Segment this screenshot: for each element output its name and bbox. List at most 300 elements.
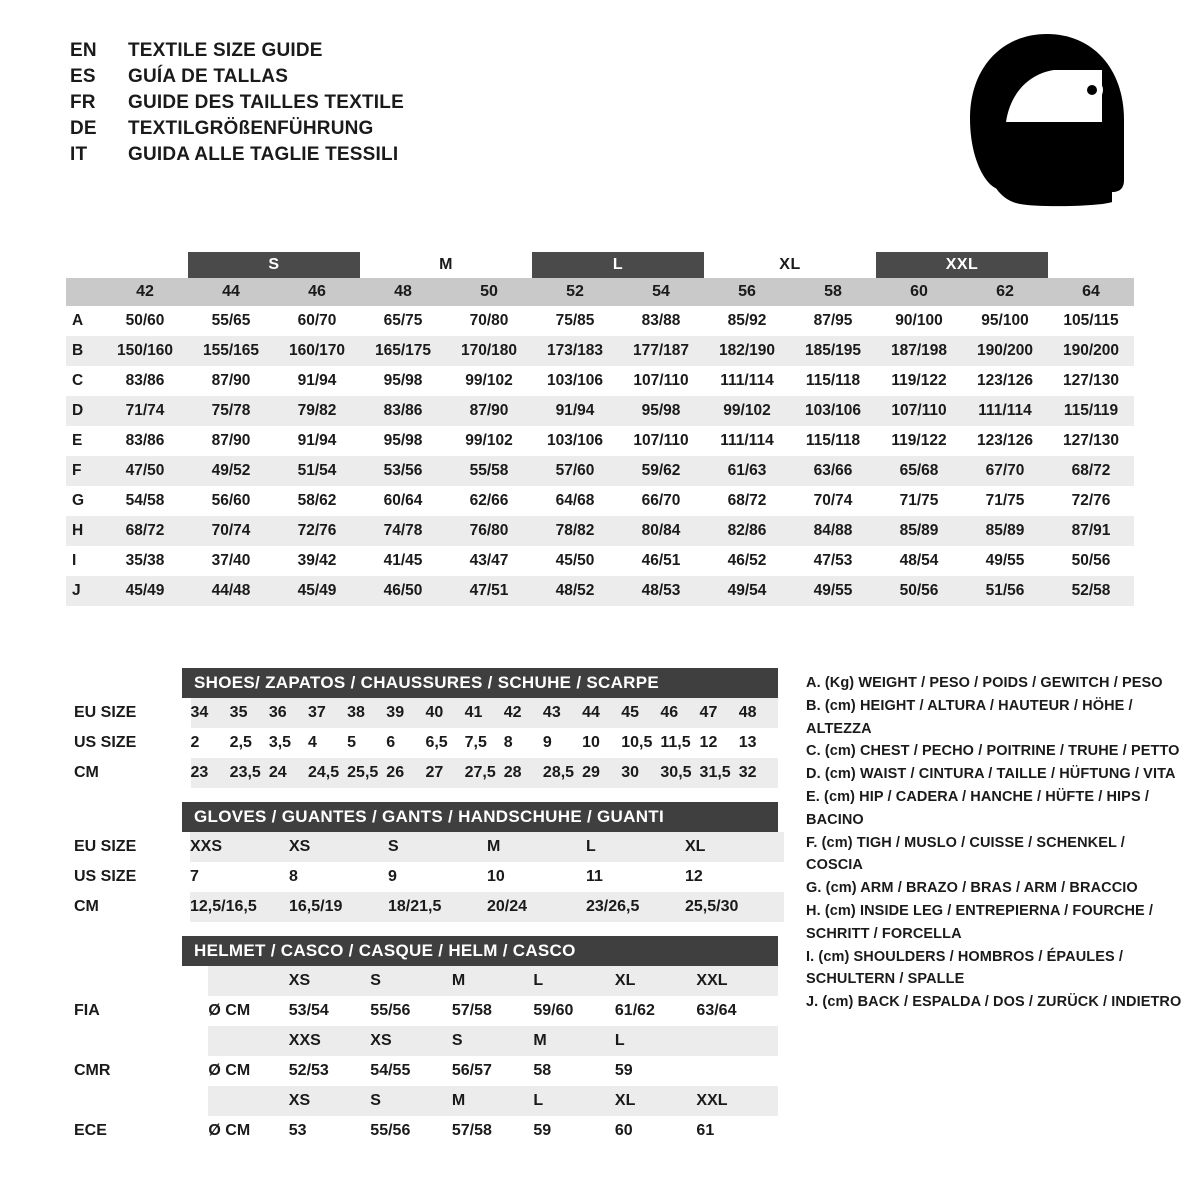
helmet-size-l: L xyxy=(615,1026,697,1056)
table-cell: L xyxy=(586,832,685,862)
table-cell: 13 xyxy=(738,734,757,751)
table-cell: 190/200 xyxy=(1048,336,1134,366)
table-cell: 57/58 xyxy=(451,1122,492,1139)
size-band-s: S xyxy=(188,252,360,278)
table-cell: 64/68 xyxy=(532,486,618,516)
table-cell: 107/110 xyxy=(876,396,962,426)
table-cell: 26 xyxy=(386,758,425,788)
header-title-text: TEXTILGRÖßENFÜHRUNG xyxy=(128,118,374,139)
table-cell: 177/187 xyxy=(618,336,704,366)
table-cell: 61/63 xyxy=(704,456,790,486)
table-cell: 150/160 xyxy=(102,336,188,366)
table-cell: 4 xyxy=(307,734,317,751)
helmet-unit: Ø CM xyxy=(208,1002,251,1019)
header-title-text: TEXTILE SIZE GUIDE xyxy=(128,40,323,61)
table-cell: 40 xyxy=(425,698,464,728)
table-cell: 49/55 xyxy=(790,576,876,606)
eu-size-62: 62 xyxy=(962,278,1048,306)
measurement-key-C: C xyxy=(66,366,102,396)
table-cell: 55/58 xyxy=(446,456,532,486)
table-cell-empty xyxy=(696,1056,778,1086)
size-band-empty xyxy=(102,252,188,278)
unit-cell-empty xyxy=(208,1086,288,1116)
table-cell: 190/200 xyxy=(962,336,1048,366)
eu-size-46: 46 xyxy=(274,278,360,306)
table-cell: 50/56 xyxy=(876,576,962,606)
table-cell: 56/57 xyxy=(451,1062,492,1079)
table-row xyxy=(66,516,1134,546)
helmet-value-row xyxy=(66,996,778,1026)
row-label: US SIZE xyxy=(66,728,191,758)
table-cell: 165/175 xyxy=(360,336,446,366)
table-cell: 63/66 xyxy=(790,456,876,486)
measurement-key-B: B xyxy=(66,336,102,366)
table-cell: 74/78 xyxy=(360,516,446,546)
table-cell: 52/58 xyxy=(1048,576,1134,606)
table-cell: XXS xyxy=(190,832,289,862)
table-cell: 65/75 xyxy=(360,306,446,336)
table-cell: 85/92 xyxy=(704,306,790,336)
table-row xyxy=(66,546,1134,576)
table-cell: 10 xyxy=(487,868,505,885)
header-lang-code: FR xyxy=(70,92,96,113)
table-cell: 71/75 xyxy=(962,486,1048,516)
table-cell: 70/74 xyxy=(188,516,274,546)
table-cell: 72/76 xyxy=(1048,486,1134,516)
eu-size-54: 54 xyxy=(618,278,704,306)
table-cell: 91/94 xyxy=(532,396,618,426)
measurement-key-F: F xyxy=(66,456,102,486)
table-cell: 39/42 xyxy=(274,546,360,576)
table-row xyxy=(66,486,1134,516)
table-cell: 119/122 xyxy=(876,426,962,456)
helmet-unit: Ø CM xyxy=(208,1062,251,1079)
table-cell: 11 xyxy=(586,868,603,885)
unit-cell-empty xyxy=(208,966,288,996)
size-band-m: M xyxy=(439,256,453,273)
table-cell: 27 xyxy=(425,758,464,788)
table-cell: 44 xyxy=(582,698,621,728)
eu-size-52: 52 xyxy=(532,278,618,306)
table-row xyxy=(66,758,778,788)
table-cell: 111/114 xyxy=(962,396,1048,426)
header-title-text: GUIDA ALLE TAGLIE TESSILI xyxy=(128,144,399,165)
table-cell: 187/198 xyxy=(876,336,962,366)
helmet-size-row xyxy=(66,1026,778,1056)
row-key xyxy=(66,278,102,306)
table-cell: 87/90 xyxy=(188,426,274,456)
header-lang-code: DE xyxy=(70,118,97,139)
table-cell: 51/54 xyxy=(274,456,360,486)
table-cell: 61/62 xyxy=(614,1002,655,1019)
measurement-key-I: I xyxy=(66,546,102,576)
table-cell: 160/170 xyxy=(274,336,360,366)
row-label: EU SIZE xyxy=(66,832,190,862)
table-cell: 31,5 xyxy=(700,758,739,788)
header-lang-code: EN xyxy=(70,40,97,61)
table-cell: 42 xyxy=(504,698,543,728)
table-cell: 36 xyxy=(269,698,308,728)
helmet-size-s: S xyxy=(452,1026,534,1056)
table-cell: 56/60 xyxy=(188,486,274,516)
table-cell: 2 xyxy=(190,734,200,751)
table-row xyxy=(66,426,1134,456)
table-cell: 54/55 xyxy=(370,1062,411,1079)
helmet-value-row xyxy=(66,1056,778,1086)
table-cell: 123/126 xyxy=(962,426,1048,456)
table-cell: 99/102 xyxy=(446,366,532,396)
table-cell: 65/68 xyxy=(876,456,962,486)
table-cell: 111/114 xyxy=(704,366,790,396)
table-cell: 79/82 xyxy=(274,396,360,426)
table-cell: 107/110 xyxy=(618,366,704,396)
table-cell: 8 xyxy=(503,734,513,751)
table-cell: 72/76 xyxy=(274,516,360,546)
table-cell: 49/55 xyxy=(962,546,1048,576)
size-band-empty xyxy=(1048,252,1134,278)
table-row xyxy=(66,456,1134,486)
table-cell-empty xyxy=(696,1026,778,1056)
table-cell: 127/130 xyxy=(1048,366,1134,396)
table-cell: 87/90 xyxy=(446,396,532,426)
table-cell: 60/70 xyxy=(274,306,360,336)
table-cell: 107/110 xyxy=(618,426,704,456)
table-cell: 44/48 xyxy=(188,576,274,606)
table-cell: 99/102 xyxy=(446,426,532,456)
eu-size-48: 48 xyxy=(360,278,446,306)
table-cell: 7,5 xyxy=(464,734,487,751)
helmet-size-xxs: XXS xyxy=(289,1026,371,1056)
table-cell: 49/52 xyxy=(188,456,274,486)
header-title-text: GUÍA DE TALLAS xyxy=(128,66,289,87)
table-cell: 123/126 xyxy=(962,366,1048,396)
row-label xyxy=(66,1026,208,1056)
helmet-size-xxl: XXL xyxy=(696,966,778,996)
helmet-size-l: L xyxy=(533,1086,615,1116)
measurement-key-E: E xyxy=(66,426,102,456)
table-cell: 85/89 xyxy=(876,516,962,546)
table-cell: 70/74 xyxy=(790,486,876,516)
table-row xyxy=(66,862,784,892)
table-cell: 91/94 xyxy=(274,366,360,396)
table-cell: 55/56 xyxy=(370,1122,411,1139)
table-cell: 5 xyxy=(347,734,357,751)
table-row xyxy=(66,728,778,758)
table-cell: 95/98 xyxy=(360,426,446,456)
eu-size-42: 42 xyxy=(102,278,188,306)
table-cell: 83/88 xyxy=(618,306,704,336)
table-cell: 59 xyxy=(533,1122,552,1139)
table-cell: 47 xyxy=(700,698,739,728)
table-cell: 53/54 xyxy=(288,1002,329,1019)
eu-size-44: 44 xyxy=(188,278,274,306)
table-cell: 68/72 xyxy=(102,516,188,546)
table-cell: 32 xyxy=(739,758,778,788)
eu-size-56: 56 xyxy=(704,278,790,306)
table-cell: 46/51 xyxy=(618,546,704,576)
table-cell: 30,5 xyxy=(660,758,699,788)
spacer xyxy=(66,788,778,802)
table-cell: 75/78 xyxy=(188,396,274,426)
table-cell: 24 xyxy=(269,758,308,788)
legend-line: C. (cm) CHEST / PECHO / POITRINE / TRUHE / PETTO xyxy=(806,743,1180,760)
table-cell: 20/24 xyxy=(487,892,586,922)
table-cell: 83/86 xyxy=(102,366,188,396)
table-row xyxy=(66,336,1134,366)
table-cell: S xyxy=(388,832,487,862)
row-label: US SIZE xyxy=(66,862,190,892)
helmet-size-s: S xyxy=(370,1086,452,1116)
table-cell: 170/180 xyxy=(446,336,532,366)
table-cell: 23,5 xyxy=(230,758,269,788)
table-cell: 90/100 xyxy=(876,306,962,336)
legend-line: B. (cm) HEIGHT / ALTURA / HAUTEUR / HÖHE / ALTEZZA xyxy=(806,697,1133,737)
table-row xyxy=(66,306,1134,336)
helmet-size-xl: XL xyxy=(615,1086,697,1116)
helmet-title: HELMET / CASCO / CASQUE / HELM / CASCO xyxy=(182,936,778,966)
table-cell: 62/66 xyxy=(446,486,532,516)
measurement-key-D: D xyxy=(66,396,102,426)
legend-line: I. (cm) SHOULDERS / HOMBROS / ÉPAULES / xyxy=(806,948,1124,965)
table-cell: 115/118 xyxy=(790,366,876,396)
table-cell: 34 xyxy=(191,698,230,728)
table-cell: 50/56 xyxy=(1048,546,1134,576)
row-label: EU SIZE xyxy=(66,698,191,728)
helmet-size-xs: XS xyxy=(370,1026,452,1056)
table-cell: 12 xyxy=(685,868,703,885)
textile-size-table xyxy=(66,252,1134,606)
spacer xyxy=(66,922,778,936)
table-cell: 10 xyxy=(582,734,600,751)
table-row xyxy=(66,576,1134,606)
helmet-size-xl: XL xyxy=(615,966,697,996)
measurement-key-H: H xyxy=(66,516,102,546)
gloves-table xyxy=(66,832,784,922)
table-cell: 6,5 xyxy=(425,734,448,751)
table-cell: 48/53 xyxy=(618,576,704,606)
gloves-title: GLOVES / GUANTES / GANTS / HANDSCHUHE / GUANTI xyxy=(182,802,778,832)
table-cell: 115/119 xyxy=(1048,396,1134,426)
table-cell: M xyxy=(487,832,586,862)
table-cell: 45 xyxy=(621,698,660,728)
table-cell: 95/100 xyxy=(962,306,1048,336)
table-cell: 49/54 xyxy=(704,576,790,606)
table-cell: 57/58 xyxy=(451,1002,492,1019)
table-cell: 45/49 xyxy=(102,576,188,606)
legend-line: D. (cm) WAIST / CINTURA / TAILLE / HÜFTUNG / VITA xyxy=(806,766,1176,783)
table-cell: 127/130 xyxy=(1048,426,1134,456)
table-cell: 12,5/16,5 xyxy=(190,892,289,922)
table-cell: XL xyxy=(685,832,784,862)
table-cell: XS xyxy=(289,832,388,862)
helmet-size-s: S xyxy=(370,966,452,996)
table-cell: 53 xyxy=(288,1122,307,1139)
table-cell: 83/86 xyxy=(360,396,446,426)
table-cell: 45/50 xyxy=(532,546,618,576)
table-cell: 185/195 xyxy=(790,336,876,366)
table-cell: 68/72 xyxy=(704,486,790,516)
eu-size-50: 50 xyxy=(446,278,532,306)
table-cell: 2,5 xyxy=(229,734,252,751)
legend-line: SCHULTERN / SPALLE xyxy=(806,971,965,988)
table-cell: 87/90 xyxy=(188,366,274,396)
table-cell: 103/106 xyxy=(532,366,618,396)
table-cell: 103/106 xyxy=(532,426,618,456)
table-cell: 57/60 xyxy=(532,456,618,486)
shoes-table xyxy=(66,698,778,788)
helmet-value-row xyxy=(66,1116,778,1146)
row-label: CM xyxy=(66,758,191,788)
table-cell: 75/85 xyxy=(532,306,618,336)
table-cell: 47/50 xyxy=(102,456,188,486)
table-cell: 71/74 xyxy=(102,396,188,426)
table-cell: 119/122 xyxy=(876,366,962,396)
table-cell: 29 xyxy=(582,758,621,788)
header-lang-code: ES xyxy=(70,66,96,87)
table-cell: 38 xyxy=(347,698,386,728)
table-cell: 155/165 xyxy=(188,336,274,366)
table-cell: 63/64 xyxy=(696,1002,737,1019)
eu-size-58: 58 xyxy=(790,278,876,306)
table-cell: 51/56 xyxy=(962,576,1048,606)
table-cell: 95/98 xyxy=(618,396,704,426)
table-row xyxy=(66,396,1134,426)
helmet-table xyxy=(66,966,778,1146)
table-cell: 76/80 xyxy=(446,516,532,546)
header-lang-code: IT xyxy=(70,144,88,165)
table-cell: 83/86 xyxy=(102,426,188,456)
table-cell: 52/53 xyxy=(288,1062,329,1079)
table-cell: 87/91 xyxy=(1048,516,1134,546)
table-cell: 54/58 xyxy=(102,486,188,516)
row-label: CM xyxy=(66,892,190,922)
table-cell: 45/49 xyxy=(274,576,360,606)
shoes-title: SHOES/ ZAPATOS / CHAUSSURES / SCHUHE / SCARPE xyxy=(182,668,778,698)
row-label xyxy=(66,1086,208,1116)
table-cell: 12 xyxy=(699,734,718,751)
header-line xyxy=(70,38,830,64)
table-cell: 41/45 xyxy=(360,546,446,576)
helmet-standard-fia: FIA xyxy=(66,996,208,1026)
row-label xyxy=(66,966,208,996)
unit-cell-empty xyxy=(208,1026,288,1056)
table-cell: 27,5 xyxy=(465,758,504,788)
eu-size-60: 60 xyxy=(876,278,962,306)
table-row xyxy=(66,366,1134,396)
legend-line: G. (cm) ARM / BRAZO / BRAS / ARM / BRACCIO xyxy=(806,880,1138,897)
table-cell: 85/89 xyxy=(962,516,1048,546)
size-band-row xyxy=(66,252,1134,278)
helmet-standard-cmr: CMR xyxy=(66,1056,208,1086)
table-cell: 66/70 xyxy=(618,486,704,516)
table-cell: 23/26,5 xyxy=(586,892,685,922)
table-cell: 50/60 xyxy=(102,306,188,336)
table-cell: 58 xyxy=(533,1062,552,1079)
table-cell: 28 xyxy=(504,758,543,788)
row-key xyxy=(66,252,102,278)
table-cell: 111/114 xyxy=(704,426,790,456)
size-band-xl: XL xyxy=(779,256,801,273)
table-cell: 87/95 xyxy=(790,306,876,336)
table-cell: 60/64 xyxy=(360,486,446,516)
measurement-key-G: G xyxy=(66,486,102,516)
table-cell: 67/70 xyxy=(962,456,1048,486)
table-cell: 39 xyxy=(386,698,425,728)
header-line xyxy=(70,116,830,142)
table-cell: 70/80 xyxy=(446,306,532,336)
table-row xyxy=(66,892,784,922)
helmet-unit: Ø CM xyxy=(208,1122,251,1139)
legend-line: H. (cm) INSIDE LEG / ENTREPIERNA / FOURCHE / xyxy=(806,902,1154,919)
table-cell: 78/82 xyxy=(532,516,618,546)
table-cell: 115/118 xyxy=(790,426,876,456)
table-cell: 30 xyxy=(621,758,660,788)
table-cell: 59/62 xyxy=(618,456,704,486)
table-cell: 68/72 xyxy=(1048,456,1134,486)
table-cell: 23 xyxy=(191,758,230,788)
table-cell: 10,5 xyxy=(621,734,653,751)
table-cell: 6 xyxy=(386,734,396,751)
eu-size-64: 64 xyxy=(1048,278,1134,306)
table-cell: 55/56 xyxy=(370,1002,411,1019)
table-cell: 47/53 xyxy=(790,546,876,576)
table-cell: 48/54 xyxy=(876,546,962,576)
legend-line: A. (Kg) WEIGHT / PESO / POIDS / GEWITCH / PESO xyxy=(806,675,1163,691)
legend-line: E. (cm) HIP / CADERA / HANCHE / HÜFTE / HIPS / BACINO xyxy=(806,788,1149,828)
helmet-size-row xyxy=(66,966,778,996)
size-band-xxl: XXL xyxy=(876,252,1048,278)
helmet-size-m: M xyxy=(452,1086,534,1116)
table-cell: 25,5 xyxy=(347,758,386,788)
helmet-size-xs: XS xyxy=(289,1086,371,1116)
table-cell: 55/65 xyxy=(188,306,274,336)
table-cell: 28,5 xyxy=(543,758,582,788)
table-cell: 25,5/30 xyxy=(685,892,784,922)
eu-number-header-row xyxy=(66,278,1134,306)
table-cell: 71/75 xyxy=(876,486,962,516)
page-title-block xyxy=(70,38,830,168)
table-cell: 3,5 xyxy=(268,734,292,751)
table-cell: 43 xyxy=(543,698,582,728)
table-cell: 105/115 xyxy=(1048,306,1134,336)
size-band-l: L xyxy=(532,252,704,278)
lower-tables xyxy=(66,668,778,1146)
header-line xyxy=(70,142,830,168)
table-cell: 61 xyxy=(696,1122,715,1139)
table-cell: 16,5/19 xyxy=(289,892,388,922)
table-cell: 35 xyxy=(230,698,269,728)
helmet-size-m: M xyxy=(452,966,534,996)
table-cell: 18/21,5 xyxy=(388,892,487,922)
table-cell: 37/40 xyxy=(188,546,274,576)
table-cell: 37 xyxy=(308,698,347,728)
table-cell: 46/52 xyxy=(704,546,790,576)
table-cell: 60 xyxy=(614,1122,633,1139)
table-cell: 59/60 xyxy=(533,1002,574,1019)
table-cell: 53/56 xyxy=(360,456,446,486)
helmet-standard-ece: ECE xyxy=(66,1116,208,1146)
table-cell: 9 xyxy=(542,734,552,751)
table-cell: 41 xyxy=(465,698,504,728)
table-row xyxy=(66,832,784,862)
table-cell: 9 xyxy=(388,868,397,885)
table-cell: 35/38 xyxy=(102,546,188,576)
helmet-size-xxl: XXL xyxy=(696,1086,778,1116)
table-cell: 43/47 xyxy=(446,546,532,576)
helmet-size-row xyxy=(66,1086,778,1116)
table-cell: 82/86 xyxy=(704,516,790,546)
header-line xyxy=(70,64,830,90)
